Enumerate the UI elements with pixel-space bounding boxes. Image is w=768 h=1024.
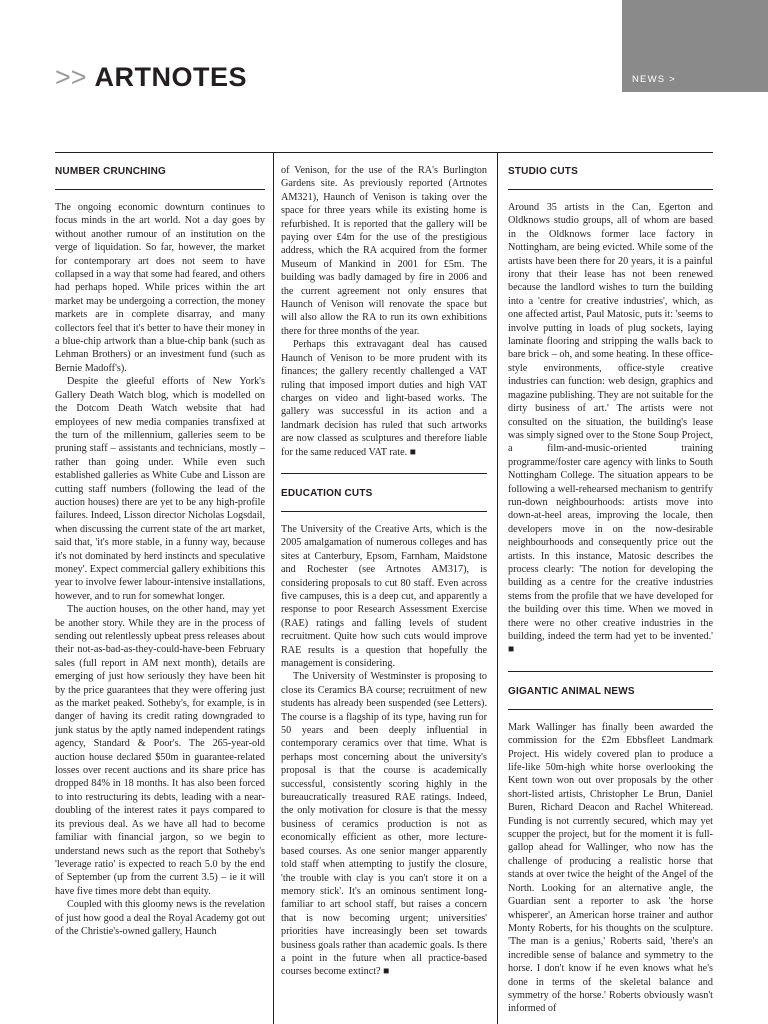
page-title: ARTNOTES bbox=[94, 62, 248, 92]
column-divider bbox=[273, 152, 274, 1024]
article-body bbox=[55, 201, 265, 938]
chevrons-icon: >> bbox=[55, 62, 87, 92]
section-heading: EDUCATION CUTS bbox=[281, 487, 373, 499]
article-body bbox=[508, 201, 713, 657]
paragraph: Coupled with this gloomy news is the revelation of just how good a deal the Royal Academy got out of the Christie's-owned gallery, Haunch bbox=[55, 899, 265, 937]
paragraph: Mark Wallinger has finally been awarded the commission for the £2m Ebbsfleet Landmark Project. His widely covered plan to produce a life-like 50m-high white horse overlooking the Kent town won out over proposals by the other short-listed artists, Christopher Le Brun, Daniel Buren, Richard Deacon and Rachel Whiteread. Funding is not currently secured, which may yet scupper the project, but for the moment it is full-gallop ahead for Wallinger, who now has the challenge of producing a realistic horse that stands at over twice the height of the Angel of the North. Looking for an alternative angle, the Guardian sent a reporter to ask 'the horse whisperer', an American horse trainer and author Monty Roberts, for his thoughts on the sculpture. 'The man is a genius,' Roberts said, 'there's an incredible sense of balance and symmetry to the horse. I don't know if he even knows what he's done in terms of the skeletal balance and symmetry of the horse.' Roberts obviously wasn't informed of bbox=[508, 721, 713, 1015]
section-heading: STUDIO CUTS bbox=[508, 166, 578, 177]
masthead bbox=[55, 62, 247, 102]
article-body bbox=[508, 721, 713, 1016]
paragraph: The auction houses, on the other hand, may yet be another story. While they are in the process of sending out relentlessly upbeat press releases about their not-as-bad-as-they-could-have-been February sales (full report in AM next month), details are emerging of just how seriously they have been hit by the price guarantees that they were offering just as the market peaked. Sotheby's, for example, is in danger of having its credit rating downgraded to junk status by the aptly named independent ratings agency, Standard & Poor's. The 265-year-old auction house declared $50m in guarantee-related losses over recent auctions and its share price has dropped 84% in 18 months. It has also been forced to into restructuring its debts, leading with a near-doubling of the interest rates it pays compared to its previous deal. As we have all had to become familiar with financial jargon, so we begin to understand news such as the report that Sotheby's 'leverage ratio' is expected to reach 5.0 by the end of September (up from the current 3.5) – ie it will have five times more debt than equity. bbox=[55, 604, 265, 897]
column-divider bbox=[497, 152, 498, 1024]
column-3 bbox=[508, 152, 713, 1016]
article-body-continued bbox=[281, 152, 487, 459]
paragraph: The University of the Creative Arts, which is the 2005 amalgamation of numerous colleges and has sites at Canterbury, Epsom, Farnham, Maidstone and Rochester (see Artnotes AM317), is considering proposals to cut 80 staff. Even across five campuses, this is a deep cut, and apparently a response to poor Research Assessment Exercise (RAE) ratings and falling levels of student recruitment. Quite how such cuts would improve RAE results is a question that hopefully the management is considering. bbox=[281, 523, 487, 669]
paragraph: Around 35 artists in the Can, Egerton and Oldknows studio groups, all of whom are based in the Oldknows former lace factory in Nottingham, are being evicted. While some of the artists have been there for 20 years, it is a painful irony that their lease has not been renewed because the landlord wishes to turn the building into a 'centre for creative industries', which, as one affected artist, Paul Matosic, puts it: 'seems to involve putting in loads of plug sockets, laying laminate flooring and stripping the walls back to bare brick – oh, and some heating. In these office-style environments, office-style creative industries can function: web design, graphics and magazine publishing. They are not suitable for the dirty business of art.' The artists were not consulted on the situation, the building's lease was simply signed over to the Stone Soup Project, a film-and-music-oriented training programme/foster care agency with links to South Nottingham College. The situation appears to be following a well-rehearsed mechanism to gentrify run-down neighbourhoods: artists move into down-at-heel areas, improving the locale, then developers move in on the now-desirable neighbourhoods and consequently price out the artists. In this instance, Matosic describes the process clearly: 'The notion for developing the building as a centre for the creative industries stems from the profile that we have developed for the building over this time. When we moved in there were no other creative industries in the building, indeed the term had yet to be invented.' ■ bbox=[508, 202, 713, 656]
section-heading: NUMBER CRUNCHING bbox=[55, 166, 166, 177]
article-body bbox=[281, 523, 487, 979]
column-2 bbox=[281, 152, 487, 979]
column-1 bbox=[55, 152, 265, 938]
paragraph: The University of Westminster is proposing to close its Ceramics BA course; recruitment of new students has already been suspended (see Letters). The course is a flagship of its type, having run for 50 years and been deeply influential in contemporary ceramics over that time. What is perhaps most concerning about the university's proposal is that the course is academically successful, consistently scoring highly in the bureaucratically treasured RAE ratings. Indeed, the only motivation for closure is that the messy business of ceramics production is not as economically efficient as other, more lecture-based courses. As one senior manger apparently told staff when attempting to justify the closure, 'the trouble with clay is you can't store it on a memory stick'. It's an ominous sentiment long-familiar to art school staff, but raises a concern that is now becoming urgent; universities' priorities have increasingly been set towards business goals rather than academic goals. Is there a point in the future when all practice-based courses become extinct? ■ bbox=[281, 671, 487, 978]
paragraph: of Venison, for the use of the RA's Burlington Gardens site. As previously reported (Artnotes AM321), Haunch of Venison is taking over the space for three years while its existing home is refurbished. It is reported that the gallery will be paying over £4m for the use of the prestigious address, which the RA acquired from the former Museum of Mankind in 2001 for £5m. The building was badly damaged by fire in 2006 and the current agreement not only ensures that Haunch of Venison will renovate the space but will also allow the RA to run its own exhibitions there for three months of the year. bbox=[281, 165, 487, 337]
paragraph: Despite the gleeful efforts of New York's Gallery Death Watch blog, which is modelled on the Dotcom Death Watch website that had employees of new media companies transfixed at the turn of the millennium, galleries seem to be pruning staff – assistants and technicians, mostly – rather than going under. While even such established galleries as White Cube and Lisson are cutting staff numbers (following the lead of the auction houses) there are yet to be any high-profile failures. Indeed, Lisson director Nicholas Logsdail, when discussing the current state of the art market, said that, 'it's more stable, in a funny way, because it's not dominated by herd instincts and speculative money'. Expect commercial gallery exhibitions this year to involve fewer labour-intensive installations, however, and to run for somewhat longer. bbox=[55, 376, 265, 602]
paragraph: The ongoing economic downturn continues to focus minds in the art world. Not a day goes by without another rumour of an institution on the verge of liquidation. So far, however, the market for contemporary art does not seem to have collapsed in a way that some had feared, and others had perhaps hoped. While prices within the art market may be undergoing a correction, the money markets are in complete disarray, and many collectors feel that it's better to have their money in a blue-chip artwork than a blue-chip bank (such as Lehman Brothers) or an investment fund (such as Bernie Madoff's). bbox=[55, 202, 265, 374]
section-heading: GIGANTIC ANIMAL NEWS bbox=[508, 685, 635, 697]
section-label: NEWS > bbox=[632, 74, 676, 85]
paragraph: Perhaps this extravagant deal has caused Haunch of Venison to be more prudent with its finances; the gallery recently challenged a VAT ruling that imposed import duties and high VAT charges on video and light-based works. The gallery was successful in its action and a landmark decision has ruled that such artworks are now classed as sculptures and therefore liable for the same reduced VAT rate. ■ bbox=[281, 339, 487, 458]
